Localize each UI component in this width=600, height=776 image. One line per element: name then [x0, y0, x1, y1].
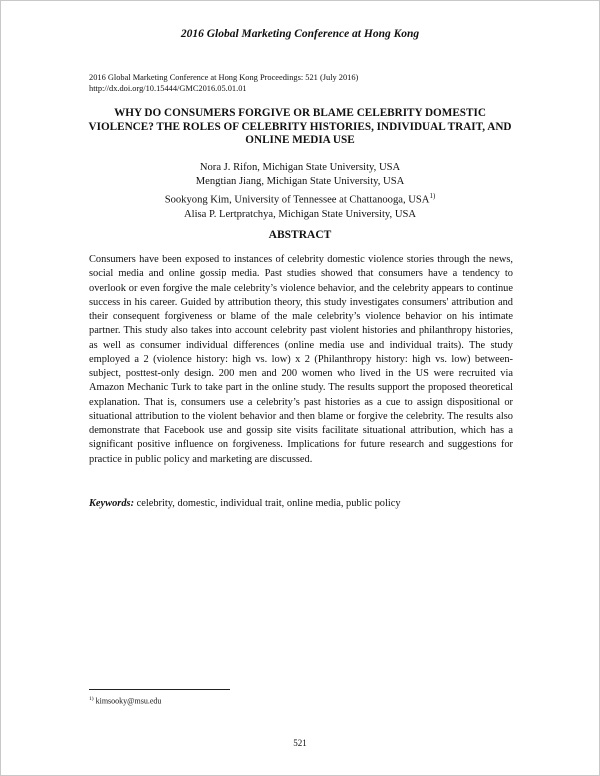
author-text: Nora J. Rifon, Michigan State University, USA	[199, 162, 401, 173]
paper-title: WHY DO CONSUMERS FORGIVE OR BLAME CELEBRITY DOMESTIC VIOLENCE? THE ROLES OF CELEBRITY HISTORIES, INDIVIDUAL TRAIT, AND ONLINE MEDIA USE	[88, 107, 512, 146]
author-text: Sookyong Kim, University of Tennessee at Chattanooga, USA	[164, 194, 430, 206]
running-header: 2016 Global Marketing Conference at Hong Kong	[180, 28, 420, 40]
footnote-mark: 1)	[89, 696, 94, 702]
author-line	[81, 175, 519, 189]
footnote-marker: 1)	[429, 192, 436, 201]
abstract-heading: ABSTRACT	[268, 229, 332, 241]
footnote	[89, 696, 161, 706]
proceedings-info	[89, 72, 358, 94]
author-line	[81, 208, 519, 222]
page-number: 521	[293, 738, 307, 748]
author-text: Alisa P. Lertpratchya, Michigan State University, USA	[183, 209, 417, 221]
doi-link[interactable]: http://dx.doi.org/10.15444/GMC2016.05.01.01	[89, 84, 247, 93]
keywords-label: Keywords:	[89, 498, 135, 509]
keywords-text: celebrity, domestic, individual trait, online media, public policy	[136, 498, 401, 509]
abstract-body: Consumers have been exposed to instances of celebrity domestic violence stories through the news, social media and online gossip media. Past studies showed that consumers have a tendency to overlook or even forgive the male celebrity’s violence behavior, and the celebrity appears to continue success in his career. Guided by attribution theory, this study investigates consumers' attribution and their consequent forgiveness or blame of the male celebrity’s violence behavior on his intimate partner. This study also takes into account celebrity past violent histories and philanthropy histories, as well as consumer individual differences (online media use and individual traits). The study employed a 2 (violence history: high vs. low) x 2 (Philanthropy history: high vs. low) between-subject, posttest-only design. 200 men and 200 women who lived in the US were recruited via Amazon Mechanic Turk to take part in the online study. The results support the proposed theoretical explanation. That is, consumers use a celebrity’s past histories as a cue to assign dispositional or situational attribution to the violent behavior and then blame or forgive the celebrity. The results also demonstrate that Facebook use and gossip site visits facilitate situational attribution, which has a significant positive influence on forgiveness. Implications for future research and suggestions for practice in public policy and marketing are discussed.	[89, 254, 513, 465]
footnote-divider	[89, 689, 230, 690]
proceedings-citation: 2016 Global Marketing Conference at Hong Kong Proceedings: 521 (July 2016)	[89, 73, 359, 82]
author-list	[81, 161, 519, 222]
author-text: Mengtian Jiang, Michigan State University, USA	[195, 176, 405, 188]
author-line	[81, 161, 519, 175]
footnote-email: kimsooky@msu.edu	[95, 696, 162, 706]
keywords-line	[89, 498, 513, 509]
author-line	[81, 189, 519, 208]
